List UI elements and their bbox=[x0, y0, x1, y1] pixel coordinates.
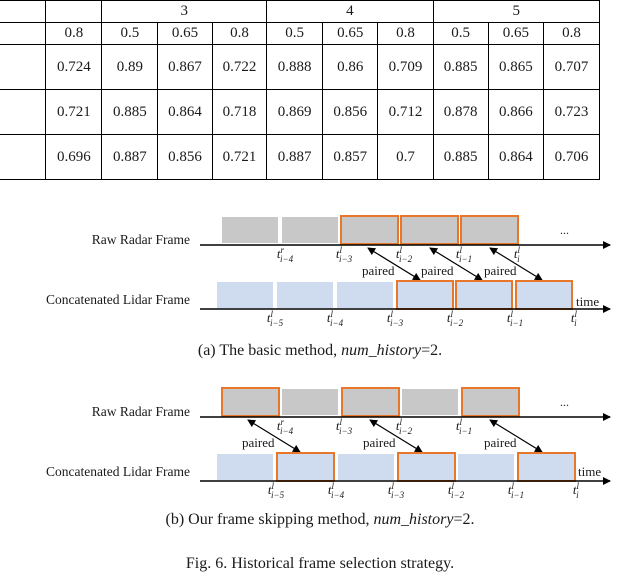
timestamp: $t^l$ i−2 bbox=[395, 245, 413, 264]
table-cell: 0.866 bbox=[488, 90, 543, 135]
timestamp: $t^l$ i−5 bbox=[266, 309, 284, 328]
timestamp: $t^l$ i−1 bbox=[455, 245, 473, 264]
table-cell: 0.887 bbox=[102, 135, 158, 180]
sub-header: 0.65 bbox=[488, 23, 543, 45]
timestamp: $t^l$ i−1 bbox=[507, 481, 525, 500]
table-cell: 0.867 bbox=[158, 45, 212, 90]
table-cell: 0.709 bbox=[378, 45, 433, 90]
radar-frame bbox=[402, 389, 458, 415]
table-cell: 0.885 bbox=[433, 45, 488, 90]
lidar-frame-selected bbox=[398, 453, 455, 481]
lidar-frame-selected bbox=[516, 281, 572, 309]
timestamp: $t^l$ i−2 bbox=[446, 309, 464, 328]
radar-frame-selected bbox=[341, 216, 398, 244]
radar-row-label: Raw Radar Frame bbox=[91, 404, 190, 419]
table-row bbox=[0, 45, 600, 90]
sub-header: 0.65 bbox=[323, 23, 378, 45]
table-cell: 0.707 bbox=[543, 45, 599, 90]
subcaption-a-prefix: (a) The basic method, bbox=[197, 342, 342, 359]
lidar-row-label: Concatenated Lidar Frame bbox=[46, 464, 190, 479]
subcaption-a-var: num_history bbox=[341, 342, 422, 359]
subcaption-a-suffix: =2. bbox=[421, 342, 443, 359]
table-cell: 0.723 bbox=[543, 90, 599, 135]
table-cell bbox=[0, 90, 46, 135]
table-cell: 0.887 bbox=[267, 135, 323, 180]
group-header bbox=[46, 1, 102, 23]
paired-label: paired bbox=[362, 263, 395, 278]
table-cell: 0.86 bbox=[323, 45, 378, 90]
radar-frame-selected bbox=[222, 388, 279, 416]
timestamp: $t^l$ i−2 bbox=[395, 417, 413, 436]
lidar-row-label: Concatenated Lidar Frame bbox=[46, 292, 190, 307]
timestamp: $t^l$ i bbox=[570, 309, 578, 328]
timestamp: $t^r$ i−4 bbox=[276, 245, 294, 264]
paired-label: paired bbox=[363, 435, 396, 450]
table-cell: 0.864 bbox=[158, 90, 212, 135]
table-cell bbox=[0, 45, 46, 90]
lidar-frame bbox=[217, 282, 273, 308]
radar-frame bbox=[282, 217, 338, 243]
table-subheader-row bbox=[0, 23, 600, 45]
group-header bbox=[0, 1, 46, 23]
radar-row-label: Raw Radar Frame bbox=[91, 232, 190, 247]
paired-label: paired bbox=[421, 263, 454, 278]
paired-label: paired bbox=[484, 435, 517, 450]
group-header: 3 bbox=[102, 1, 267, 23]
table-cell: 0.869 bbox=[267, 90, 323, 135]
table-cell: 0.888 bbox=[267, 45, 323, 90]
sub-header: 0.5 bbox=[433, 23, 488, 45]
radar-frame-selected bbox=[461, 216, 518, 244]
table-cell: 0.864 bbox=[488, 135, 543, 180]
time-label: time bbox=[576, 294, 600, 309]
sub-header: 0.65 bbox=[158, 23, 212, 45]
table-cell: 0.856 bbox=[158, 135, 212, 180]
timestamp: $t^l$ i−1 bbox=[506, 309, 524, 328]
paired-label: paired bbox=[484, 263, 517, 278]
paired-label: paired bbox=[242, 435, 275, 450]
table-cell: 0.885 bbox=[433, 135, 488, 180]
lidar-frame-selected bbox=[397, 281, 453, 309]
lidar-frame-selected bbox=[456, 281, 512, 309]
subcaption-b-var: num_history bbox=[373, 511, 454, 528]
timestamp: $t^l$ i−1 bbox=[455, 417, 473, 436]
lidar-frame-selected bbox=[518, 453, 575, 481]
timestamp: $t^l$ i−4 bbox=[326, 309, 344, 328]
timestamp: $t^l$ i bbox=[572, 481, 580, 500]
timestamp: $t^l$ i−3 bbox=[387, 481, 405, 500]
lidar-frame bbox=[338, 454, 394, 480]
lidar-frame bbox=[277, 282, 333, 308]
table-row bbox=[0, 90, 600, 135]
lidar-frame-selected bbox=[277, 453, 334, 481]
lidar-frame bbox=[217, 454, 273, 480]
lidar-frame bbox=[337, 282, 393, 308]
timestamp: $t^l$ i−3 bbox=[335, 417, 353, 436]
table-cell: 0.721 bbox=[212, 135, 266, 180]
table-cell: 0.7 bbox=[378, 135, 433, 180]
sub-header: 0.5 bbox=[102, 23, 158, 45]
radar-frame-selected bbox=[401, 216, 458, 244]
ellipsis: ... bbox=[560, 223, 569, 237]
table-cell: 0.878 bbox=[433, 90, 488, 135]
table-cell: 0.718 bbox=[212, 90, 266, 135]
subcaption-a bbox=[0, 342, 640, 360]
table-cell: 0.89 bbox=[102, 45, 158, 90]
sub-header bbox=[0, 23, 46, 45]
table-cell: 0.885 bbox=[102, 90, 158, 135]
group-header: 5 bbox=[433, 1, 599, 23]
table-cell: 0.706 bbox=[543, 135, 599, 180]
subcaption-b bbox=[0, 511, 640, 529]
table-cell: 0.856 bbox=[323, 90, 378, 135]
radar-frame bbox=[222, 217, 278, 243]
timestamp: $t^l$ i−4 bbox=[327, 481, 345, 500]
time-label: time bbox=[578, 464, 602, 479]
diagram-a bbox=[46, 216, 610, 328]
table-cell: 0.865 bbox=[488, 45, 543, 90]
timestamp: $t^r$ i−4 bbox=[276, 417, 294, 436]
table-row bbox=[0, 135, 600, 180]
radar-frame-selected bbox=[462, 388, 519, 416]
ellipsis: ... bbox=[560, 395, 569, 409]
timestamp: $t^l$ i−3 bbox=[335, 245, 353, 264]
table-cell: 0.712 bbox=[378, 90, 433, 135]
sub-header: 0.8 bbox=[378, 23, 433, 45]
lidar-frame bbox=[458, 454, 514, 480]
results-table bbox=[0, 0, 600, 180]
subcaption-b-suffix: =2. bbox=[453, 511, 475, 528]
table-cell bbox=[0, 135, 46, 180]
sub-header: 0.5 bbox=[267, 23, 323, 45]
sub-header: 0.8 bbox=[212, 23, 266, 45]
sub-header: 0.8 bbox=[46, 23, 102, 45]
figure-caption: Fig. 6. Historical frame selection strategy. bbox=[185, 555, 455, 572]
table-cell: 0.696 bbox=[46, 135, 102, 180]
table-cell: 0.722 bbox=[212, 45, 266, 90]
subcaption-b-prefix: (b) Our frame skipping method, bbox=[165, 511, 374, 528]
frame-selection-figure bbox=[0, 200, 640, 520]
timestamp: $t^l$ i bbox=[513, 245, 521, 264]
group-header: 4 bbox=[267, 1, 433, 23]
radar-frame-selected bbox=[342, 388, 399, 416]
timestamp: $t^l$ i−2 bbox=[447, 481, 465, 500]
table-cell: 0.857 bbox=[323, 135, 378, 180]
sub-header: 0.8 bbox=[543, 23, 599, 45]
table-cell: 0.724 bbox=[46, 45, 102, 90]
table-cell: 0.721 bbox=[46, 90, 102, 135]
timestamp: $t^l$ i−3 bbox=[386, 309, 404, 328]
radar-frame bbox=[282, 389, 338, 415]
diagram-b bbox=[46, 388, 610, 500]
timestamp: $t^l$ i−5 bbox=[267, 481, 285, 500]
